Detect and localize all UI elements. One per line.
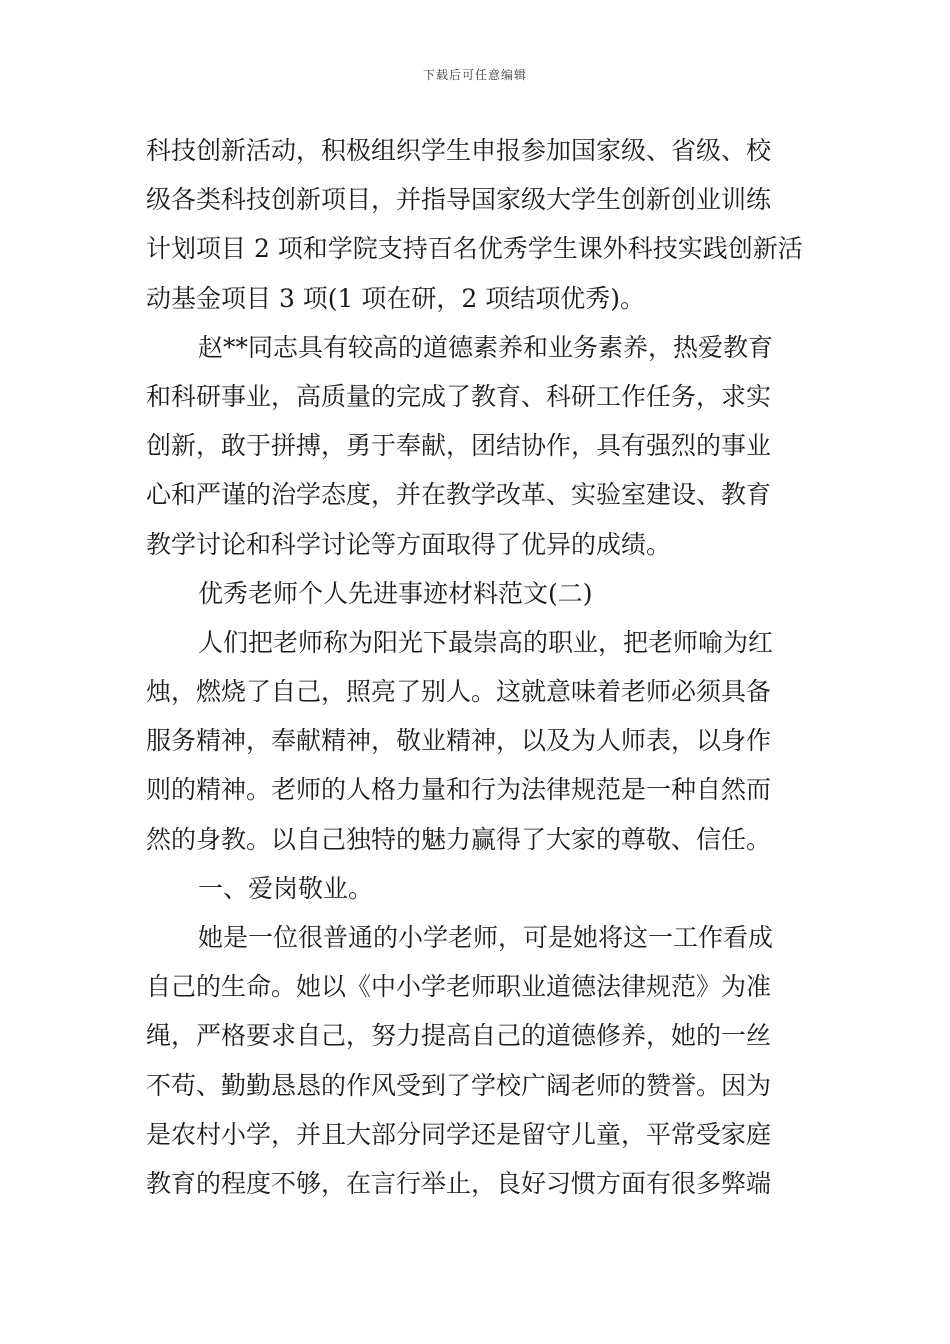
text-line: 则的精神。老师的人格力量和行为法律规范是一种自然而 (146, 775, 772, 805)
text-line: 人们把老师称为阳光下最崇高的职业，把老师喻为红 (198, 627, 774, 657)
text-line: 绳，严格要求自己，努力提高自己的道德修养，她的一丝 (146, 1021, 772, 1051)
text-line: 教育的程度不够，在言行举止，良好习惯方面有很多弊端 (146, 1168, 772, 1198)
text-line: 级各类科技创新项目，并指导国家级大学生创新创业训练 (146, 185, 772, 215)
text-line: 动基金项目 3 项(1 项在研，2 项结项优秀)。 (146, 283, 646, 313)
text-line: 烛，燃烧了自己，照亮了别人。这就意味着老师必须具备 (146, 677, 772, 707)
text-line: 服务精神，奉献精神，敬业精神，以及为人师表，以身作 (146, 726, 772, 756)
text-line: 科技创新活动，积极组织学生申报参加国家级、省级、校 (146, 136, 772, 165)
text-line: 和科研事业，高质量的完成了教育、科研工作任务，求实 (146, 381, 772, 411)
text-line: 创新，敢于拼搏，勇于奉献，团结协作，具有强烈的事业 (146, 431, 772, 461)
text-line: 计划项目 2 项和学院支持百名优秀学生课外科技实践创新活 (146, 234, 803, 264)
text-line: 她是一位很普通的小学老师，可是她将这一工作看成 (198, 923, 774, 952)
text-line: 心和严谨的治学态度，并在教学改革、实验室建设、教育 (146, 480, 772, 510)
text-line: 赵**同志具有较高的道德素养和业务素养，热爱教育 (198, 332, 774, 362)
text-line: 教学讨论和科学讨论等方面取得了优异的成绩。 (146, 529, 672, 559)
text-line: 然的身教。以自己独特的魅力赢得了大家的尊敬、信任。 (146, 824, 772, 854)
text-line: 自己的生命。她以《中小学老师职业道德法律规范》为准 (146, 972, 772, 1002)
page-header: 下载后可任意编辑 (422, 68, 527, 82)
document-body (146, 126, 806, 1208)
text-line: 是农村小学，并且大部分同学还是留守儿童，平常受家庭 (146, 1119, 772, 1149)
text-line: 优秀老师个人先进事迹材料范文(二) (198, 578, 593, 608)
text-line: 一、爱岗敬业。 (198, 873, 374, 903)
text-line: 不苟、勤勤恳恳的作风受到了学校广阔老师的赞誉。因为 (146, 1070, 772, 1100)
